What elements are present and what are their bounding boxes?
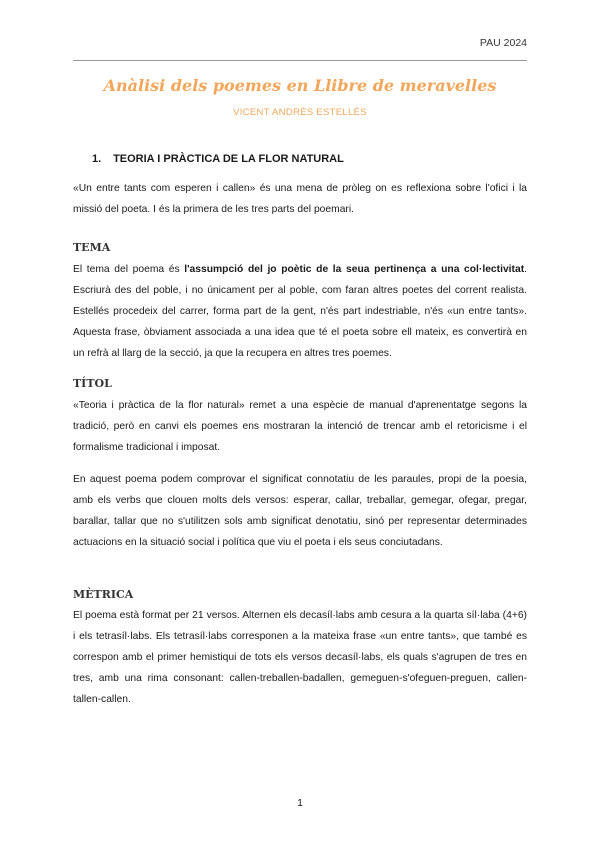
metrica-paragraph: El poema està format per 21 versos. Alternen els decasíl·labs amb cesura a la quarta síl·laba (4+6) i els tetrasíl·labs. Els tetrasíl·labs corresponen a la mateixa frase «un entre tants», que també es correspon amb el primer hemistiqui de tots els versos decasíl·labs, els quals s'agrupen de tres en tres, amb una rima consonant: callen-treballen-badallen, gemeguen-s'ofeguen-preguen, callen-tallen-callen. [73,610,527,705]
tema-paragraph [73,259,527,364]
page-number: 1 [297,797,303,809]
tema-rest: . Escriurà des del poble, i no únicament per al poble, com faran altres poetes del corrent realista. Estellés procedeix del carrer, forma part de la gent, n'és part indestriable, n'és «un entre tants». Aquesta frase, òbviament associada a una idea que té el poeta sobre ell mateix, es convertirà en un refrà al llarg de la secció, ja que la recupera en altres tres poemes. [73,264,527,359]
intro-paragraph: «Un entre tants com esperen i callen» és una mena de pròleg on es reflexiona sobre l'ofici i la missió del poeta. I és la primera de les tres parts del poemari. [73,183,527,215]
titol-paragraph-2: En aquest poema podem comprovar el significat connotatiu de les paraules, propi de la poesia, amb els verbs que clouen molts dels versos: esperar, callar, treballar, gemegar, ofegar, pregar, barallar, tallar que no s'utilitzen sols amb significat denotatiu, sinó per representar determinades actuacions en la situació social i política que viu el poeta i els seus conciutadans. [73,474,527,548]
tema-bold: l'assumpció del jo poètic de la seua pertinença a una col·lectivitat [184,264,525,275]
tema-lead: El tema del poema és [73,264,185,275]
header-divider [73,60,527,61]
section-number: 1. [92,153,102,165]
titol-heading: TÍTOL [73,377,112,390]
section-title: TEORIA I PRÀCTICA DE LA FLOR NATURAL [113,153,344,165]
document-author: VICENT ANDRÉS ESTELLÉS [233,107,367,118]
metrica-heading: MÈTRICA [73,588,134,601]
section-heading [92,153,344,165]
header-label: PAU 2024 [479,37,527,49]
tema-heading: TEMA [73,241,111,254]
document-title: Anàlisi dels poemes en Llibre de meravelles [103,76,497,95]
titol-paragraph-1: «Teoria i pràctica de la flor natural» remet a una espècie de manual d'aprenentatge segons la tradició, però en canvi els poemes ens mostraran la intenció de trencar amb el retoricisme i el formalisme tradicional i imposat. [73,400,527,453]
